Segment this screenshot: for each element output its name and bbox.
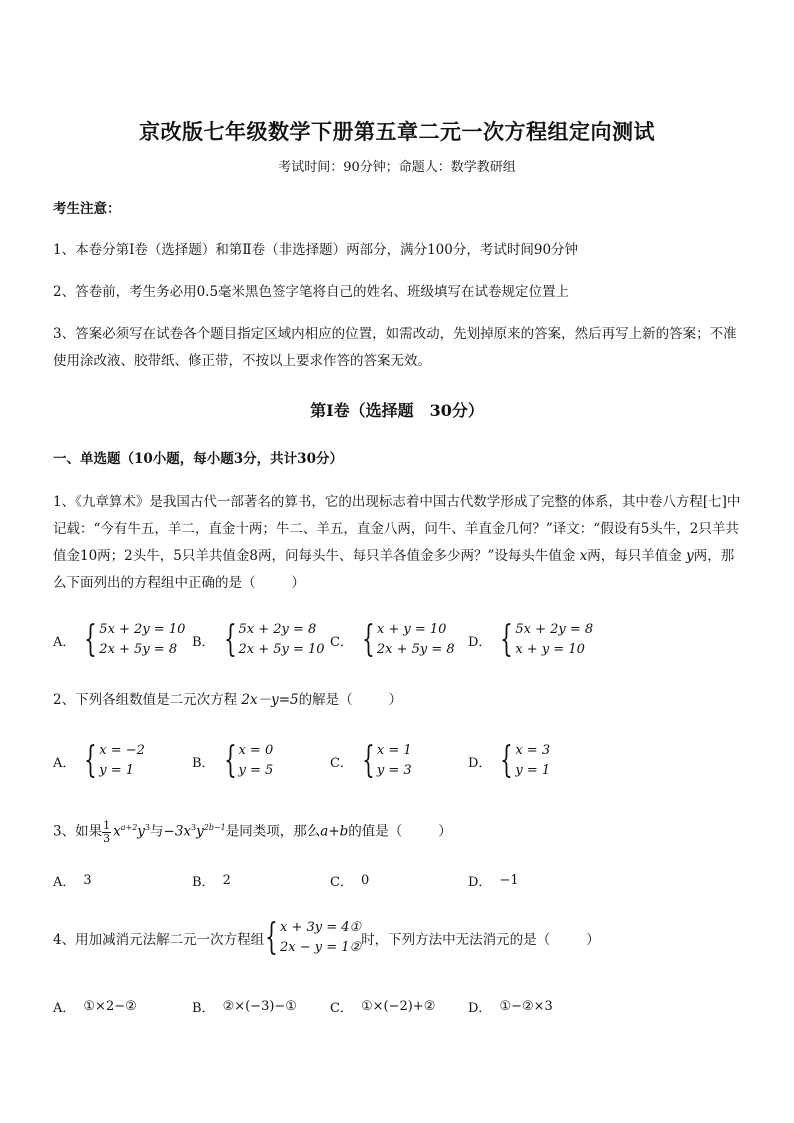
question-1-text bbox=[53, 489, 743, 597]
q3-option-d[interactable]: D． −1 bbox=[468, 873, 519, 890]
part-heading: 一、单选题（10小题，每小题3分，共计30分） bbox=[53, 451, 343, 467]
notice-item-3: 3、答案必须写在试卷各个题目指定区域内相应的位置，如需改动，先划掉原来的答案，然后再写上新的答案；不准使用涂改液、胶带纸、修正带，不按以上要求作答的答案无效。 bbox=[53, 326, 737, 369]
q1-text-b: 两，每只羊值金 bbox=[587, 548, 682, 564]
q3-option-c[interactable]: C． 0 bbox=[330, 873, 370, 890]
notice-item-1: 1、本卷分第Ⅰ卷（选择题）和第Ⅱ卷（非选择题）两部分，满分100分，考试时间90分钟 bbox=[53, 242, 579, 258]
q1-b-eq1: 5x + 2y = 8 bbox=[238, 622, 317, 637]
q1-c-eq2: 2x + 5y = 8 bbox=[376, 642, 455, 657]
q4-option-b[interactable]: B． ②×(−3)−① bbox=[192, 999, 297, 1016]
q1-a-eq1: 5x + 2y = 10 bbox=[99, 622, 186, 637]
q1-option-b[interactable]: B． { 5x + 2y = 8 2x + 5y = 10 bbox=[192, 619, 325, 660]
q3-option-b[interactable]: B． 2 bbox=[192, 873, 231, 890]
q1-option-a[interactable]: A． { 5x + 2y = 10 2x + 5y = 8 bbox=[53, 619, 186, 660]
q2-option-d[interactable]: D． { x = 3 y = 1 bbox=[468, 740, 551, 781]
q1-d-eq2: x + y = 10 bbox=[515, 642, 585, 657]
q4-option-a[interactable]: A． ①×2−② bbox=[53, 999, 137, 1016]
q4-option-c[interactable]: C． ①×(−2)+② bbox=[330, 999, 436, 1016]
q1-a-eq2: 2x + 5y = 8 bbox=[99, 642, 178, 657]
q1-close: ） bbox=[291, 575, 305, 591]
question-3-text: 3、如果 $\frac{1}{3}$ $x^{a+2}y^3$与$-3x^3y^{2b-1}$是同类项，那么a+b的值是（ ） bbox=[53, 818, 452, 845]
q3-fraction: $\frac{1}{3}$ bbox=[103, 818, 111, 845]
q2-option-b[interactable]: B． { x = 0 y = 5 bbox=[192, 740, 274, 781]
q4-system: { x + 3y = 4① 2x − y = 1② bbox=[265, 917, 362, 958]
notice-heading: 考生注意： bbox=[53, 201, 121, 217]
q1-d-eq1: 5x + 2y = 8 bbox=[515, 622, 594, 637]
exam-subtitle: 考试时间：90分钟；命题人：数学教研组 bbox=[278, 160, 516, 175]
q1-var-y: y bbox=[686, 548, 694, 564]
exam-title: 京改版七年级数学下册第五章二元一次方程组定向测试 bbox=[139, 119, 655, 144]
q1-text-c: 两，那么下面列出的方程组中正确的是（ bbox=[53, 548, 735, 591]
q1-option-c[interactable]: C． { x + y = 10 2x + 5y = 8 bbox=[330, 619, 455, 660]
q2-option-a[interactable]: A． { x = −2 y = 1 bbox=[53, 740, 145, 781]
q3-option-a[interactable]: A． 3 bbox=[53, 873, 92, 890]
q1-option-d[interactable]: D． { 5x + 2y = 8 x + y = 10 bbox=[468, 619, 594, 660]
q1-b-eq2: 2x + 5y = 10 bbox=[238, 642, 325, 657]
q1-var-x: x bbox=[579, 548, 588, 564]
notice-item-2: 2、答卷前，考生务必用0.5毫米黑色签字笔将自己的姓名、班级填写在试卷规定位置上 bbox=[53, 284, 570, 300]
q1-c-eq1: x + y = 10 bbox=[376, 622, 447, 637]
q4-option-d[interactable]: D． ①−②×3 bbox=[468, 999, 553, 1016]
question-2-text: 2、下列各组数值是二元次方程 2x－y=5的解是（ ） bbox=[53, 692, 403, 708]
section-title: 第Ⅰ卷（选择题 30分） bbox=[310, 401, 484, 420]
q1-text-a: 1、《九章算术》是我国古代一部著名的算书，它的出现标志着中国古代数学形成了完整的体系，其中卷八方程[七]中记载：“今有牛五，羊二，直金十两；牛二、羊五，直金八两，问牛、羊直金几何？”译文：“假设有5头牛，2只羊共值金10两；2头牛，5只羊共值金8两，问每头牛、每只羊各值金多少两？”设每头牛值金 bbox=[53, 494, 741, 564]
q2-option-c[interactable]: C． { x = 1 y = 3 bbox=[330, 740, 412, 781]
question-4-text: 4、用加减消元法解二元一次方程组 { x + 3y = 4① 2x − y = 1② 时，下列方法中无法消元的是（ ） bbox=[53, 917, 600, 958]
q2-equation: 2x－y=5 bbox=[241, 692, 299, 708]
